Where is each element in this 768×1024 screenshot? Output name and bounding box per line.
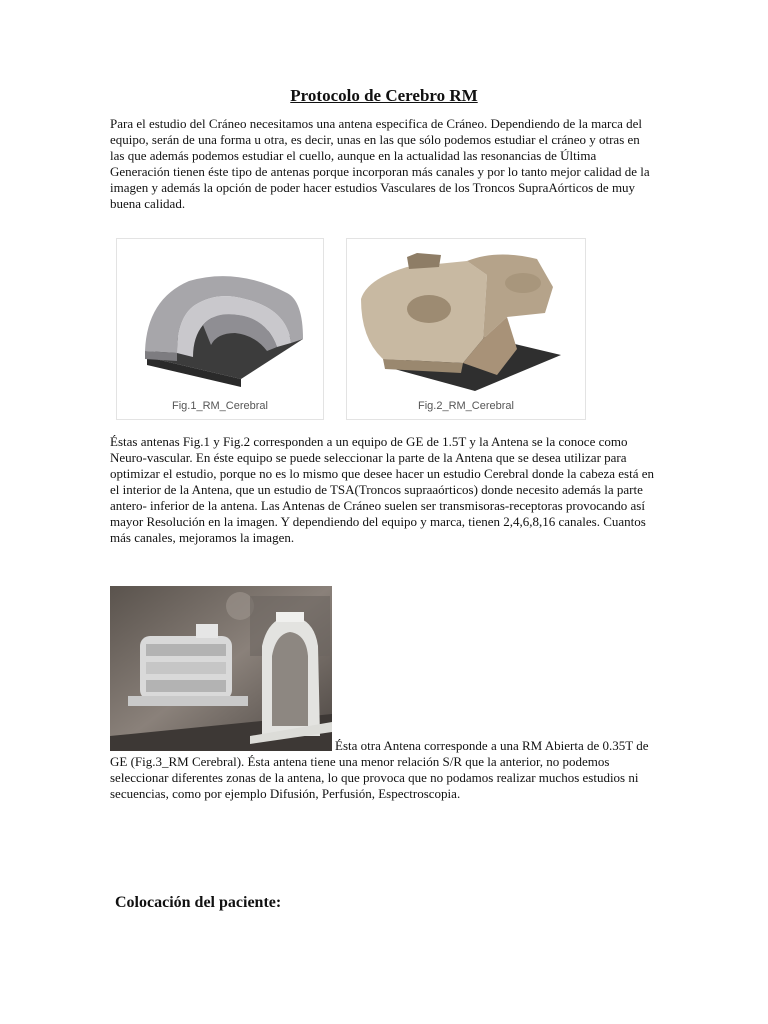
page-title: Protocolo de Cerebro RM [290, 86, 478, 105]
figure-1-caption: Fig.1_RM_Cerebral [172, 400, 268, 412]
intro-paragraph: Para el estudio del Cráneo necesitamos una antena especifica de Cráneo. Dependiendo de la marca del equipo, serán de una forma u otra, es decir, unas en las que sólo podemos estudiar el cráneo y otras en las que además podemos estudiar el cuello, aunque en la actualidad las resonancias de Última Generación tienen éste tipo de antenas porque incorporan más canales y por lo tanto mejor calidad de la imagen y además la opción de poder hacer estudios Vasculares de los Troncos SupraAórticos de muy buena calidad. [110, 116, 650, 211]
open-mri-coil-photo [110, 586, 332, 751]
section-heading: Colocación del paciente: [115, 894, 282, 911]
antenna-description-paragraph: Éstas antenas Fig.1 y Fig.2 corresponden a un equipo de GE de 1.5T y la Antena se la conoce como Neuro-vascular. En éste equipo se puede seleccionar la parte de la Antena que se desea utilizar para optimizar el estudio, porque no es lo mismo que desee hacer un estudio Cerebral donde la cabeza está en el interior de la Antena, que un estudio de TSA(Troncos supraaórticos) donde necesito además la parte antero- inferior de la antena. Las Antenas de Cráneo suelen ser transmisoras-receptoras provocando así mayor Resolución en la imagen. Y dependiendo del equipo y marca, tienen 2,4,6,8,16 canales. Cuantos más canales, mejoramos la imagen. [110, 434, 655, 545]
open-mri-paragraph: Ésta otra Antena corresponde a una RM Abierta de 0.35T de GE (Fig.3_RM Cerebral). Ésta antena tiene una menor relación S/R que la anterior, no podemos seleccionar diferentes zonas de la antena, lo que provoca que no podamos realizar muchos estudios ni secuencias, como por ejemplo Difusión, Perfusión, Espectroscopia. [110, 738, 649, 801]
head-coil-illustration [117, 239, 323, 419]
neurovascular-coil-illustration [347, 239, 585, 419]
figure-1 [116, 238, 324, 420]
figure-2 [346, 238, 586, 420]
figure-3-photo [110, 586, 332, 751]
figure-2-caption: Fig.2_RM_Cerebral [418, 400, 514, 412]
